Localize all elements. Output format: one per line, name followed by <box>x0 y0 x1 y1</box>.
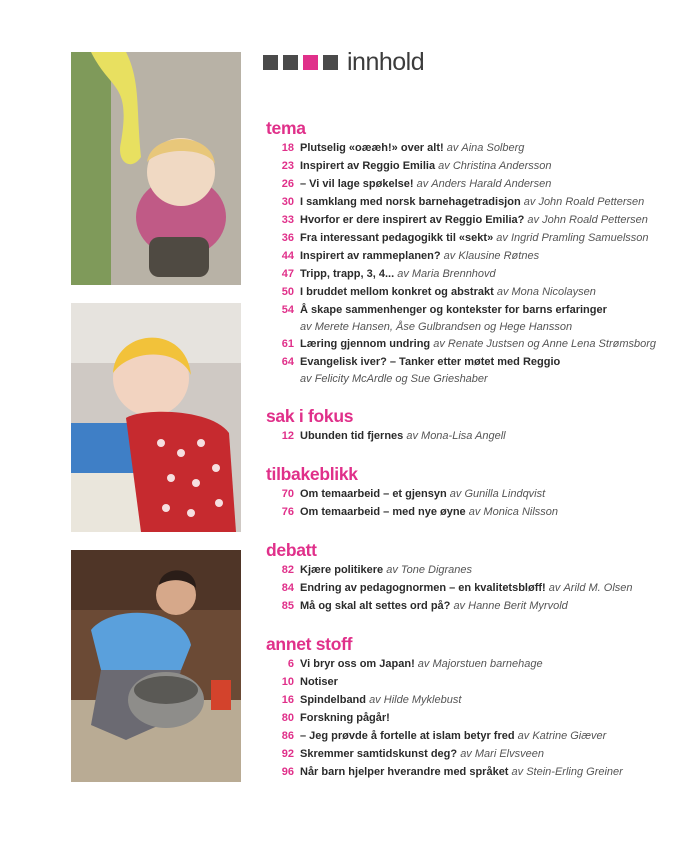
page-number: 85 <box>281 600 294 612</box>
section-title: tema <box>266 118 306 138</box>
toc-entry[interactable] <box>266 211 686 229</box>
av-label: av <box>460 748 472 760</box>
av-label: av <box>496 232 508 244</box>
entry-body <box>300 727 686 745</box>
entry-body <box>300 427 686 445</box>
article-title: Å skape sammenhenger og kontekster for barns erfaringer <box>300 304 607 316</box>
table-of-contents <box>266 117 686 781</box>
article-author: Gunilla Lindqvist <box>464 488 546 500</box>
av-label: av <box>300 373 312 385</box>
article-author: Hilde Myklebust <box>383 694 462 706</box>
article-title: – Jeg prøvde å fortelle at islam betyr fred <box>300 730 515 742</box>
av-label: av <box>548 582 561 594</box>
av-label: av <box>517 730 530 742</box>
section-title: sak i fokus <box>266 406 354 426</box>
page-number: 61 <box>281 338 294 350</box>
page-number: 12 <box>281 430 294 442</box>
toc-entry[interactable] <box>266 561 686 579</box>
entry-body <box>300 745 686 763</box>
article-author: Maria Brennhovd <box>411 268 496 280</box>
entry-body <box>300 485 686 503</box>
toc-section <box>266 463 686 521</box>
av-label: av <box>386 564 398 576</box>
header-square-pink-icon <box>303 55 318 70</box>
article-title: Skremmer samtidskunst deg? <box>300 748 458 760</box>
entry-body <box>300 503 686 521</box>
article-title: Forskning pågår! <box>300 712 390 724</box>
page-number: 70 <box>281 488 294 500</box>
toc-entry[interactable] <box>266 579 686 597</box>
av-label: av <box>527 214 540 226</box>
article-author: Arild M. Olsen <box>563 582 633 594</box>
section-title: debatt <box>266 540 317 560</box>
article-author: Renate Justsen og Anne Lena Strømsborg <box>447 338 657 350</box>
article-author: Mona Nicolaysen <box>511 286 596 298</box>
article-author: Monica Nilsson <box>483 506 559 518</box>
article-author: Hanne Berit Myrvold <box>468 600 568 612</box>
article-author: Stein-Erling Greiner <box>526 766 623 778</box>
article-author: Katrine Giæver <box>532 730 607 742</box>
entry-body <box>300 139 686 157</box>
section-title: tilbakeblikk <box>266 464 358 484</box>
article-title: Når barn hjelper hverandre med språket <box>300 766 509 778</box>
av-label: av <box>443 250 456 262</box>
toc-entry[interactable] <box>266 597 686 615</box>
toc-entry[interactable] <box>266 301 686 335</box>
section-title: annet stoff <box>266 634 353 654</box>
av-label: av <box>416 178 429 190</box>
article-author: Mona-Lisa Angell <box>421 430 506 442</box>
page-number: 30 <box>281 196 294 208</box>
toc-entry[interactable] <box>266 139 686 157</box>
entry-body <box>300 247 686 265</box>
toc-entry[interactable] <box>266 157 686 175</box>
article-title: Inspirert av Reggio Emilia <box>300 160 436 172</box>
entry-body <box>300 597 686 615</box>
page-number: 18 <box>281 142 294 154</box>
page-number: 82 <box>281 564 294 576</box>
header-square-icon <box>323 55 338 70</box>
article-title: Læring gjennom undring <box>300 338 431 350</box>
page-number: 23 <box>281 160 294 172</box>
contents-header <box>263 47 424 77</box>
av-label: av <box>397 268 409 280</box>
article-title: – Vi vil lage spøkelse! <box>300 178 414 190</box>
av-label: av <box>446 142 459 154</box>
toc-entry[interactable] <box>266 193 686 211</box>
entry-body <box>300 175 686 193</box>
toc-entry[interactable] <box>266 353 686 387</box>
toc-entry[interactable] <box>266 691 686 709</box>
av-label: av <box>438 160 450 172</box>
toc-section <box>266 539 686 615</box>
toc-entry[interactable] <box>266 247 686 265</box>
page-number: 84 <box>281 582 294 594</box>
article-title: Må og skal alt settes ord på? <box>300 600 451 612</box>
photo-child-yellow-cloth <box>71 52 241 285</box>
toc-entry[interactable] <box>266 763 686 781</box>
av-label: av <box>468 506 481 518</box>
entry-body <box>300 265 686 283</box>
article-title: I samklang med norsk barnehagetradisjon <box>300 196 521 208</box>
page-number: 54 <box>281 304 294 316</box>
page-title: innhold <box>347 47 425 76</box>
av-label: av <box>453 600 466 612</box>
toc-entry[interactable] <box>266 265 686 283</box>
entry-body <box>300 579 686 597</box>
article-title: Fra interessant pedagogikk til «sekt» <box>300 232 494 244</box>
photo-child-bucket <box>71 550 241 782</box>
av-label: av <box>449 488 462 500</box>
article-author: John Roald Pettersen <box>538 196 645 208</box>
entry-body <box>300 561 686 579</box>
toc-section <box>266 405 686 445</box>
article-author: Aina Solberg <box>461 142 525 154</box>
toc-entry[interactable] <box>266 335 686 353</box>
article-author: Anders Harald Andersen <box>431 178 552 190</box>
article-author: Christina Andersson <box>452 160 552 172</box>
toc-entry[interactable] <box>266 175 686 193</box>
toc-entry[interactable] <box>266 485 686 503</box>
article-title: Om temaarbeid – med nye øyne <box>300 506 466 518</box>
entry-body <box>300 763 686 781</box>
page-number: 50 <box>281 286 294 298</box>
av-label: av <box>406 430 418 442</box>
article-title: Hvorfor er dere inspirert av Reggio Emilia? <box>300 214 525 226</box>
av-label: av <box>433 338 445 350</box>
header-square-icon <box>283 55 298 70</box>
toc-entry[interactable] <box>266 229 686 247</box>
av-label: av <box>300 321 312 333</box>
av-label: av <box>496 286 509 298</box>
toc-entry[interactable] <box>266 503 686 521</box>
toc-entry[interactable] <box>266 673 686 691</box>
page-number: 76 <box>281 506 294 518</box>
article-title: Ubunden tid fjernes <box>300 430 404 442</box>
article-title: Endring av pedagognormen – en kvalitetsbløff! <box>300 582 546 594</box>
page-number: 10 <box>281 676 294 688</box>
article-title: Plutselig «oææh!» over alt! <box>300 142 444 154</box>
photo-child-red-sweater <box>71 303 241 532</box>
page-number: 96 <box>281 766 294 778</box>
page-number: 86 <box>281 730 294 742</box>
article-author: John Roald Pettersen <box>542 214 648 226</box>
entry-body <box>300 301 686 335</box>
toc-section <box>266 117 686 387</box>
article-author: Felicity McArdle og Sue Grieshaber <box>314 373 488 385</box>
page-number: 33 <box>281 214 294 226</box>
page-number: 44 <box>281 250 294 262</box>
header-square-icon <box>263 55 278 70</box>
entry-body <box>300 335 686 353</box>
article-author: Ingrid Pramling Samuelsson <box>510 232 649 244</box>
article-title: Inspirert av rammeplanen? <box>300 250 441 262</box>
entry-body <box>300 229 686 247</box>
article-title: Kjære politikere <box>300 564 384 576</box>
article-author: Merete Hansen, Åse Gulbrandsen og Hege Hansson <box>314 321 573 333</box>
page-number: 80 <box>281 712 294 724</box>
entry-body <box>300 211 686 229</box>
av-label: av <box>417 658 430 670</box>
page-number: 36 <box>281 232 294 244</box>
entry-body <box>300 157 686 175</box>
toc-entry[interactable] <box>266 655 686 673</box>
entry-body <box>300 709 686 727</box>
entry-body <box>300 353 686 387</box>
article-author: Tone Digranes <box>400 564 473 576</box>
article-title: Om temaarbeid – et gjensyn <box>300 488 447 500</box>
article-author: Majorstuen barnehage <box>432 658 543 670</box>
entry-body <box>300 193 686 211</box>
entry-body <box>300 283 686 301</box>
article-title: Vi bryr oss om Japan! <box>300 658 415 670</box>
av-label: av <box>523 196 536 208</box>
page-number: 26 <box>281 178 294 190</box>
article-title: Spindelband <box>300 694 366 706</box>
toc-entry[interactable] <box>266 727 686 745</box>
article-title: Evangelisk iver? – Tanker etter møtet med Reggio <box>300 356 561 368</box>
article-title: I bruddet mellom konkret og abstrakt <box>300 286 494 298</box>
entry-body <box>300 691 686 709</box>
article-title: Notiser <box>300 676 338 688</box>
av-label: av <box>369 694 381 706</box>
article-title: Tripp, trapp, 3, 4... <box>300 268 395 280</box>
entry-body <box>300 673 686 691</box>
article-author: Klausine Røtnes <box>458 250 540 262</box>
entry-body <box>300 655 686 673</box>
toc-entry[interactable] <box>266 745 686 763</box>
toc-entry[interactable] <box>266 427 686 445</box>
article-author: Mari Elvsveen <box>474 748 544 760</box>
page-number: 92 <box>281 748 294 760</box>
page-number: 16 <box>281 694 294 706</box>
toc-entry[interactable] <box>266 283 686 301</box>
toc-entry[interactable] <box>266 709 686 727</box>
page-number: 6 <box>287 658 294 670</box>
av-label: av <box>511 766 524 778</box>
toc-section <box>266 633 686 781</box>
page-number: 64 <box>281 356 294 368</box>
page-number: 47 <box>281 268 294 280</box>
